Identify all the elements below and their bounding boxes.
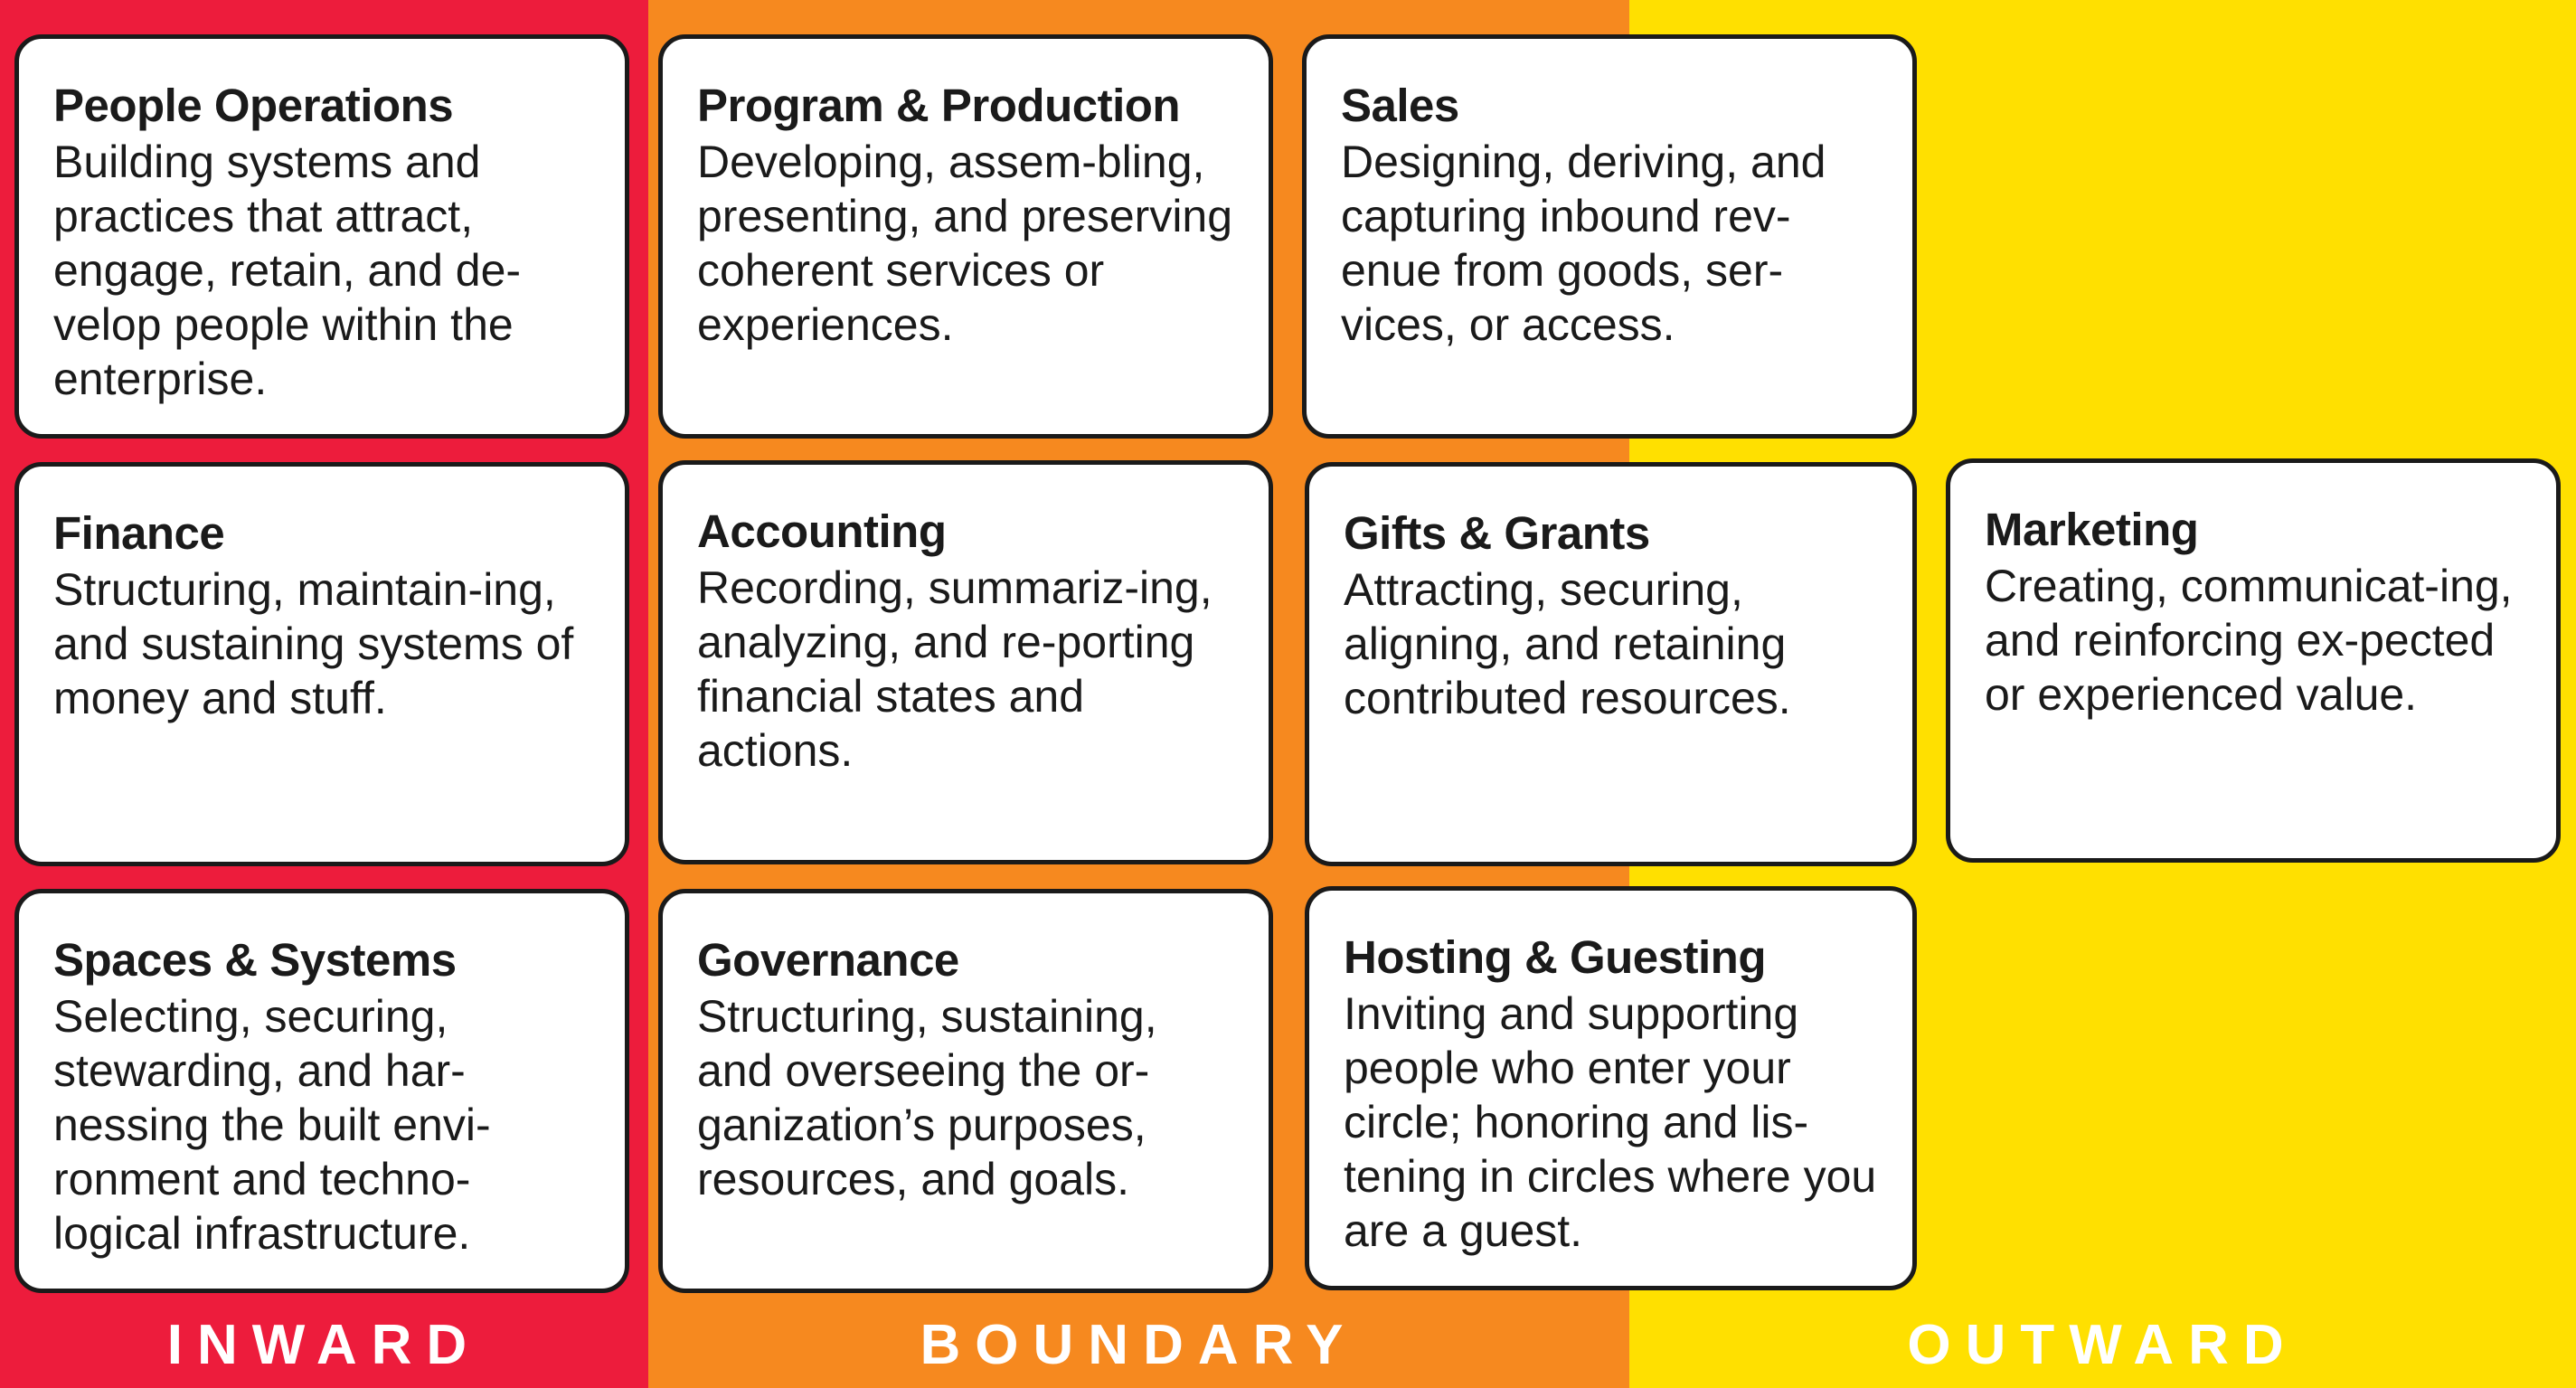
- card-title: Spaces & Systems: [53, 934, 457, 986]
- card-title: Accounting: [697, 505, 947, 557]
- card-title: People Operations: [53, 80, 454, 131]
- card-people-operations: [14, 34, 629, 439]
- card-finance: [14, 462, 629, 866]
- card-marketing: [1946, 458, 2561, 863]
- card-accounting: [658, 460, 1273, 864]
- card-description: Structuring, sustaining, and overseeing the or-ganization’s purposes, resources, and goals.: [697, 991, 1157, 1204]
- card-title: Sales: [1341, 80, 1459, 131]
- card-description: Building systems and practices that attract, engage, retain, and de-velop people within the enterprise.: [53, 137, 522, 404]
- card-description: Recording, summariz-ing, analyzing, and re-porting financial states and actions.: [697, 562, 1213, 776]
- card-title: Finance: [53, 507, 225, 559]
- column-label-outward: OUTWARD: [1907, 1314, 2298, 1376]
- card-gifts-grants: [1305, 462, 1917, 866]
- card-description: Attracting, securing, aligning, and retaining contributed resources.: [1344, 564, 1791, 723]
- card-program-production: [658, 34, 1273, 439]
- card-title: Marketing: [1985, 504, 2199, 555]
- card-title: Hosting & Guesting: [1344, 931, 1766, 983]
- column-label-boundary: BOUNDARY: [920, 1314, 1358, 1376]
- card-title: Program & Production: [697, 80, 1181, 131]
- card-description: Selecting, securing, stewarding, and har-nessing the built envi-ronment and techno-logical infrastructure.: [53, 991, 491, 1259]
- card-description: Inviting and supporting people who enter your circle; honoring and lis-tening in circles where you are a guest.: [1344, 988, 1877, 1256]
- card-hosting-guesting: [1305, 886, 1917, 1290]
- card-description: Structuring, maintain-ing, and sustaining systems of money and stuff.: [53, 564, 574, 723]
- card-governance: [658, 889, 1273, 1293]
- card-description: Designing, deriving, and capturing inbound rev-enue from goods, ser-vices, or access.: [1341, 137, 1826, 350]
- card-description: Creating, communicat-ing, and reinforcing ex-pected or experienced value.: [1985, 561, 2513, 720]
- card-spaces-systems: [14, 889, 629, 1293]
- column-label-inward: INWARD: [166, 1314, 482, 1376]
- card-title: Governance: [697, 934, 959, 986]
- card-description: Developing, assem-bling, presenting, and preserving coherent services or experiences.: [697, 137, 1233, 350]
- card-title: Gifts & Grants: [1344, 507, 1650, 559]
- card-sales: [1302, 34, 1917, 439]
